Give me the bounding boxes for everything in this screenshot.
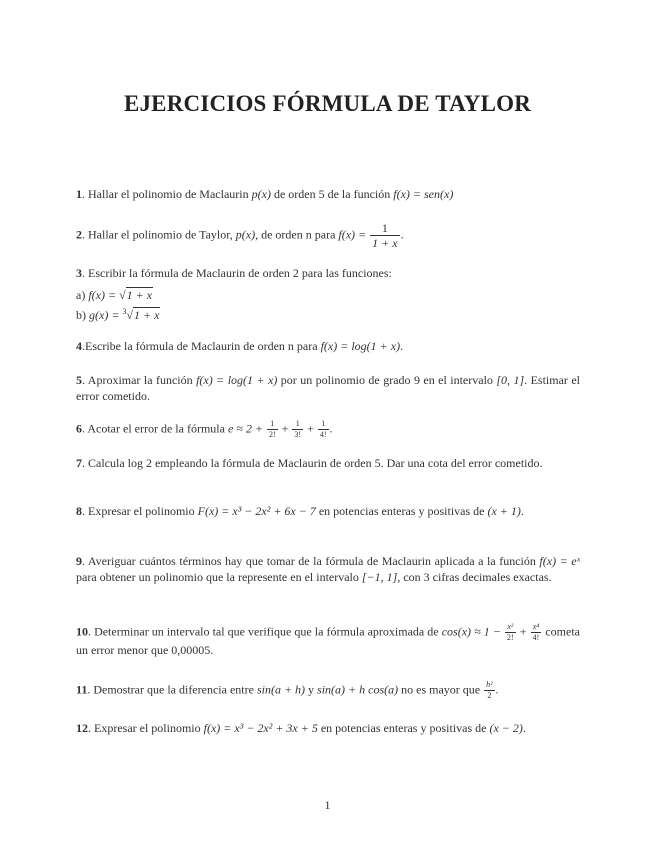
exercise-number: 4 — [76, 339, 82, 353]
exercise-text: . Expresar el polinomio — [82, 504, 198, 518]
page-title: EJERCICIOS FÓRMULA DE TAYLOR — [123, 91, 532, 116]
exercise-number: 9 — [76, 554, 82, 568]
exercise-text: cometa un error menor que 0,00005. — [76, 624, 580, 657]
exercise-text: . Escribir la fórmula de Maclaurin de orden 2 para las funciones: — [82, 266, 392, 280]
fraction-denominator: 3! — [294, 430, 302, 439]
fraction-numerator: 1 — [267, 420, 278, 430]
math-expression: p(x) — [235, 227, 256, 242]
exercise-text: no es mayor que — [398, 682, 484, 697]
fraction-denominator: 4! — [532, 633, 540, 642]
exercise-8 — [76, 503, 580, 519]
math-expression: f(x) = log(1 + x) — [196, 373, 278, 387]
fraction-denominator: 1 + x — [372, 236, 398, 250]
math-expression: f(x) = — [338, 227, 367, 242]
math-expression: [−1, 1] — [361, 570, 398, 584]
exercise-text: y — [305, 682, 318, 697]
exercise-text: . Demostrar que la diferencia entre — [87, 682, 257, 697]
fraction-numerator: 1 — [318, 420, 329, 430]
fraction-numerator: x⁴ — [531, 623, 542, 633]
exercise-text: . Averiguar cuántos términos hay que tomar de la fórmula de Maclaurin aplicada a la función — [82, 554, 540, 568]
exercise-6: 6. Acotar el error de la fórmula e ≈ 2 + $\frac{1}{2!}$ + $\frac{1}{3!}$ + $\frac{1}{4!}$ . — [76, 419, 333, 439]
exercise-number: 1 — [76, 187, 82, 201]
fraction-denominator: 2! — [268, 430, 276, 439]
math-expression: F(x) = x³ − 2x² + 6x − 7 — [197, 504, 316, 518]
radicand: 1 + x — [134, 308, 160, 322]
exercise-text: . — [520, 504, 524, 518]
item-label: b) — [76, 308, 86, 322]
exercise-text: . Calcula log 2 empleando la fórmula de Maclaurin de orden 5. Dar una cota del error cometido. — [82, 456, 543, 470]
exercise-2 — [76, 222, 580, 249]
exercise-text: . — [400, 227, 404, 242]
exercise-text: . — [522, 721, 526, 735]
exercise-text: en potencias enteras y positivas de — [317, 721, 490, 735]
exercise-number: 11 — [76, 682, 88, 697]
math-expression: sin(a + h) — [256, 682, 306, 697]
exercise-number: 5 — [76, 373, 82, 387]
fraction — [318, 420, 329, 439]
exercise-text: . Acotar el error de la fórmula — [82, 421, 228, 436]
math-expression: (x + 1) — [487, 504, 521, 518]
fraction-numerator: x² — [505, 623, 516, 633]
fraction — [267, 420, 278, 439]
root-index: 3 — [122, 307, 127, 316]
exercise-5 — [76, 372, 580, 404]
math-expression: f(x) = log(1 + x) — [320, 339, 401, 353]
exercise-number: 3 — [76, 266, 82, 280]
exercise-4 — [76, 338, 580, 354]
fraction-numerator: 1 — [292, 420, 303, 430]
math-expression: [0, 1] — [496, 373, 525, 387]
exercise-9 — [76, 553, 580, 585]
exercise-text: .Escribe la fórmula de Maclaurin de orden n para — [82, 339, 321, 353]
fraction-denominator: 2 — [487, 691, 492, 700]
fraction-numerator: 1 — [370, 222, 399, 236]
math-expression: cos(x) ≈ — [441, 624, 481, 639]
exercise-text: por un polinomio de grado 9 en el intervalo — [277, 373, 497, 387]
exercise-12 — [76, 720, 580, 736]
exercise-text: . Hallar el polinomio de Maclaurin — [82, 187, 252, 201]
exercise-number: 12 — [76, 721, 88, 735]
exercise-text: . — [495, 682, 499, 697]
fraction — [505, 623, 516, 642]
math-expression: sin(a) + h cos(a) — [317, 682, 399, 697]
exercise-text: . Estimar el error cometido. — [76, 373, 581, 403]
fraction — [531, 623, 542, 642]
sqrt-symbol: √ — [119, 288, 126, 302]
exercise-3-item-b — [76, 304, 580, 323]
exercise-3-item-a — [76, 287, 580, 303]
sqrt-symbol: √ — [126, 308, 134, 322]
fraction-denominator: 2! — [507, 633, 514, 642]
exercise-text: para obtener un polinomio que la represente en el intervalo — [76, 570, 362, 584]
exercise-7 — [76, 455, 580, 471]
fraction-denominator: 4! — [319, 430, 327, 439]
exercise-number: 6 — [76, 421, 82, 436]
exercise-text: . Aproximar la función — [82, 373, 197, 387]
math-expression: (x − 2) — [489, 721, 523, 735]
exercise-number: 10 — [76, 624, 88, 639]
math-expression: g(x) = — [89, 308, 120, 322]
exercise-text: . — [329, 421, 333, 436]
item-label: a) — [76, 288, 86, 302]
exercise-text: . Determinar un intervalo tal que verifique que la fórmula aproximada de — [88, 624, 442, 639]
page-number: 1 — [324, 798, 331, 812]
fraction — [292, 420, 303, 439]
math-expression: 1 − — [483, 624, 501, 639]
exercise-number: 8 — [76, 504, 82, 518]
math-expression: e ≈ 2 + — [227, 421, 263, 436]
exercise-number: 2 — [76, 227, 82, 242]
exercise-3 — [76, 265, 580, 281]
math-expression: p(x) — [251, 187, 271, 201]
math-expression: f(x) = — [88, 288, 117, 302]
math-expression: f(x) = eˣ — [539, 554, 580, 568]
exercise-text: . Expresar el polinomio — [88, 721, 204, 735]
exercise-text: . Hallar el polinomio de Taylor, — [82, 227, 236, 242]
radicand: 1 + x — [126, 288, 153, 302]
exercise-text: en potencias enteras y positivas de — [315, 504, 488, 518]
exercise-11 — [76, 681, 580, 700]
exercise-10: 10. Determinar un intervalo tal que verifique que la fórmula aproximada de cos(x) ≈ 1 − $\frac{\text{x²}}{2!}$ + $\frac{\text{x⁴}}{4!}$ cometa un error menor que 0,00005. — [76, 622, 580, 657]
exercise-text: , de orden n para — [255, 227, 339, 242]
fraction — [484, 681, 494, 700]
exercise-text: de orden 5 de la función — [270, 187, 394, 201]
fraction — [370, 222, 399, 249]
math-expression: f(x) = sen(x) — [393, 187, 454, 201]
exercise-text: . — [400, 339, 404, 353]
math-expression: f(x) = x³ − 2x² + 3x + 5 — [203, 721, 318, 735]
exercise-text: , con 3 cifras decimales exactas. — [397, 570, 552, 584]
exercise-number: 7 — [76, 456, 82, 470]
fraction-numerator: h² — [486, 680, 493, 689]
exercise-1 — [76, 186, 580, 202]
